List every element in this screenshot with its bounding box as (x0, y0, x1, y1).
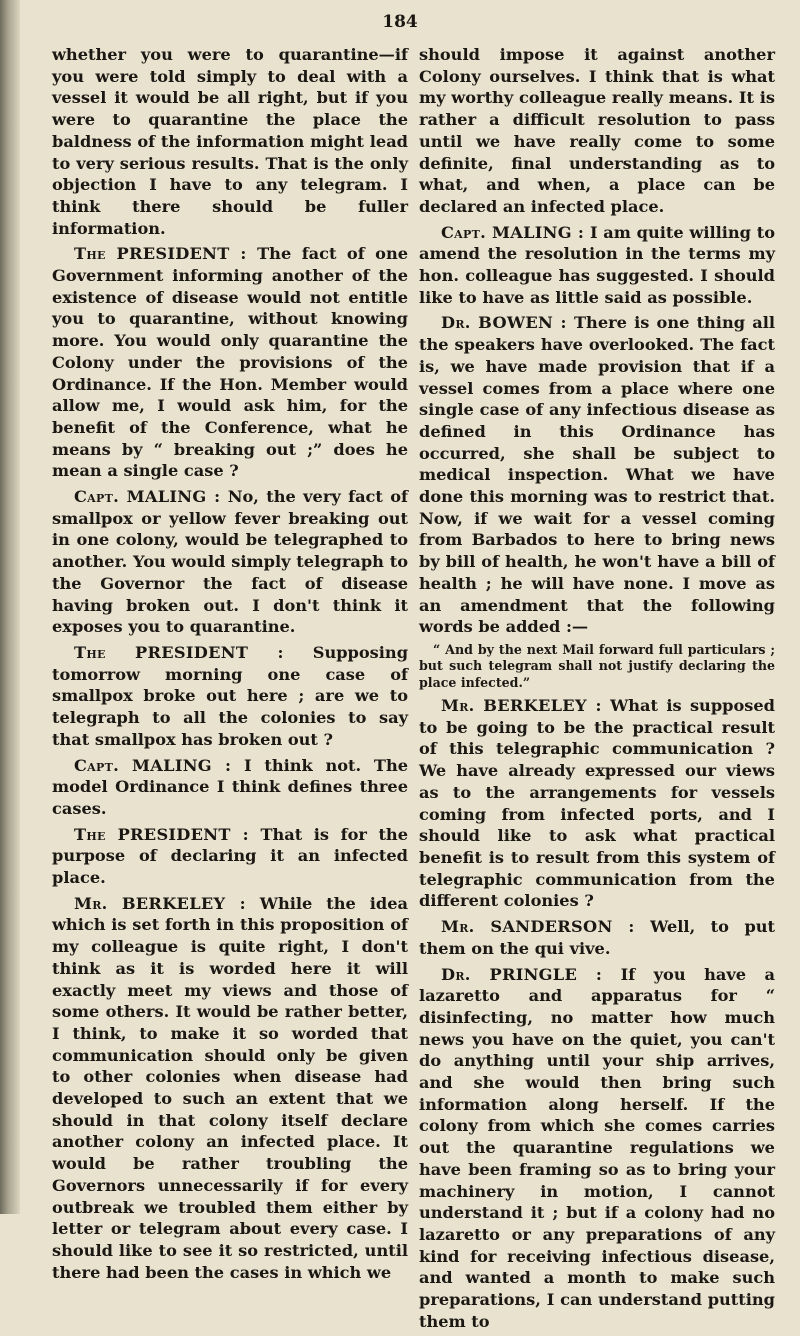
quoted-amendment (419, 642, 775, 691)
speaker: Capt. MALING : (74, 755, 232, 775)
right-column (419, 44, 775, 1336)
speaker: Capt. MALING : (74, 487, 221, 507)
speaker: Mr. BERKELEY : (441, 696, 602, 716)
speaker: Dr. BOWEN : (441, 313, 567, 333)
speaker: The PRESIDENT : (74, 244, 247, 264)
paragraph (52, 642, 408, 751)
paragraph (52, 44, 408, 239)
paragraph-text: What is supposed to be going to be the practical result of this telegraphic communication ? We have already expressed our views as to the arrangements for vessels coming from infected ports, and I should like to ask what practical benefit is to result from this system of telegraphic communication from the different colonies ? (419, 696, 775, 911)
paragraph-text: No, the very fact of smallpox or yellow fever breaking out in one colony, would be telegraphed to another. You would simply telegraph to the Governor the fact of disease having broken out. I don't think it exposes you to quarantine. (52, 487, 408, 637)
paragraph-text: There is one thing all the speakers have overlooked. The fact is, we have made provision that if a vessel comes from a place where one single case of any infectious disease as defined in this Ordinance has occurred, she shall be subject to medical inspection. What we have done this morning was to restrict that. Now, if we wait for a vessel coming from Barbados to here to bring news by bill of health, he won't have a bill of health ; he will have none. I move as an amendment that the following words be added :— (419, 313, 775, 637)
paragraph (52, 486, 408, 638)
paragraph (419, 312, 775, 638)
quote-text: “ And by the next Mail forward full particulars ; but such telegram shall not justify declaring the place infected.” (419, 641, 775, 690)
speaker: Mr. BERKELEY : (74, 893, 246, 913)
speaker: Mr. SANDERSON : (441, 917, 635, 937)
paragraph (52, 893, 408, 1284)
speaker: Dr. PRINGLE : (441, 964, 603, 984)
paragraph-text: The fact of one Government informing another of the existence of disease would not entitle you to quarantine, without knowing more. You would only quarantine the Colony under the provisions of the Ordinance. If the Hon. Member would allow me, I would ask him, for the benefit of the Conference, what he means by “ breaking out ;” does he mean a single case ? (52, 244, 409, 481)
paragraph-text: Supposing tomorrow morning one case of smallpox broke out here ; are we to telegraph to all the colonies to say that smallpox has broken out ? (52, 642, 409, 749)
paragraph-text: whether you were to quarantine—if you were told simply to deal with a vessel it would be all right, but if you were to quarantine the place the baldness of the information might lead to very serious results. That is the only objection I have to any telegram. I think there should be fuller information. (52, 45, 408, 238)
paragraph-text: I think not. The model Ordinance I think defines three cases. (52, 755, 409, 818)
page-number: 184 (382, 12, 418, 32)
speaker: The PRESIDENT : (74, 824, 249, 844)
paragraph (419, 964, 775, 1333)
speaker: The PRESIDENT : (74, 642, 284, 662)
paragraph-text: Well, to put them on the qui vive. (419, 917, 776, 958)
paragraph-text: I am quite willing to amend the resolution in the terms my hon. colleague has suggested. I should like to have as little said as possible. (419, 222, 776, 307)
left-column (52, 44, 408, 1287)
paragraph-text: should impose it against another Colony ourselves. I think that is what my worthy colleague really means. It is rather a difficult resolution to pass until we have really come to some definite, final understanding as to what, and when, a place can be declared an infected place. (419, 45, 775, 216)
paragraph (52, 243, 408, 482)
paragraph-text: If you have a lazaretto and apparatus for “ disinfecting, no matter how much news you have on the quiet, you can't do anything until your ship arrives, and she would then bring such information along herself. If the colony from which she comes carries out the quarantine regulations we have been framing so as to bring your machinery in motion, I cannot understand it ; but if a colony had no lazaretto or any preparations of any kind for receiving infectious disease, and wanted a month to make such preparations, I can understand putting them to (419, 964, 775, 1331)
speaker: Capt. MALING : (441, 222, 585, 242)
paragraph (52, 755, 408, 820)
page-gutter-shadow (0, 0, 20, 1214)
paragraph (52, 824, 408, 889)
paragraph (419, 44, 775, 218)
paragraph-text: While the idea which is set forth in this proposition of my colleague is quite right, I don't think as it is worded here it will exactly meet my views and those of some others. It would be rather better, I think, to make it so worded that communication should only be given to other colonies when disease had developed to such an extent that we should in that colony itself declare another colony an infected place. It would be rather troubling the Governors unnecessarily if for every outbreak we troubled them either by letter or telegram about every case. I should like to see it so restricted, until there had been the cases in which we (52, 893, 408, 1282)
paragraph (419, 222, 775, 309)
paragraph (419, 916, 775, 959)
paragraph-text: That is for the purpose of declaring it an infected place. (52, 824, 408, 888)
paragraph (419, 695, 775, 912)
